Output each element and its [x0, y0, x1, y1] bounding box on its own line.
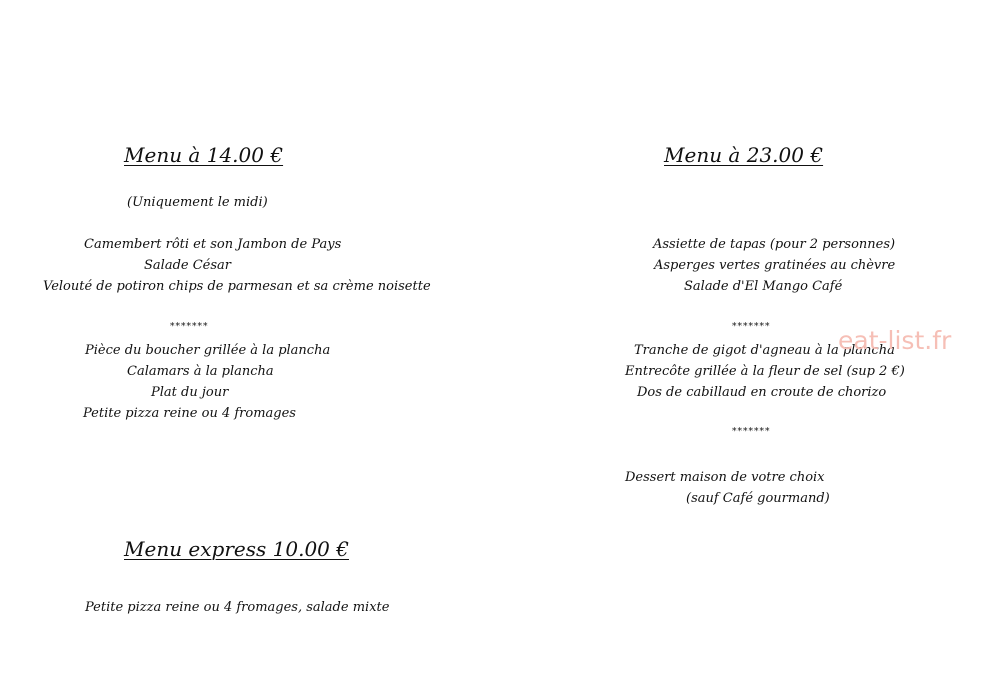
menu-14-title: Menu à 14.00 € — [124, 143, 284, 167]
menu-23-dessert: Dessert maison de votre choix — [625, 470, 825, 485]
menu-23-main: Entrecôte grillée à la fleur de sel (sup 2 €) — [625, 364, 905, 379]
menu-14-starter: Velouté de potiron chips de parmesan et sa crème noisette — [43, 279, 431, 294]
menu-14-starter: Salade César — [144, 258, 231, 273]
menu-express-title: Menu express 10.00 € — [124, 537, 349, 561]
menu-14-main: Pièce du boucher grillée à la plancha — [85, 343, 331, 358]
menu-23-main: Tranche de gigot d'agneau à la plancha — [634, 343, 895, 358]
watermark-logo: eat-list.fr — [838, 326, 952, 355]
menu-23-dessert: (sauf Café gourmand) — [686, 491, 830, 506]
menu-23-title: Menu à 23.00 € — [664, 143, 824, 167]
menu-14-main: Petite pizza reine ou 4 fromages — [83, 406, 296, 421]
menu-14-main: Calamars à la plancha — [127, 364, 274, 379]
menu-14-note: (Uniquement le midi) — [127, 195, 268, 210]
menu-23-main: Dos de cabillaud en croute de chorizo — [637, 385, 887, 400]
menu-14-separator: ******* — [170, 322, 209, 332]
menu-23-separator: ******* — [732, 322, 771, 332]
menu-23-separator: ******* — [732, 427, 771, 437]
menu-14-main: Plat du jour — [151, 385, 229, 400]
menu-23-starter: Salade d'El Mango Café — [684, 279, 843, 294]
menu-23-starter: Assiette de tapas (pour 2 personnes) — [653, 237, 896, 252]
menu-14-starter: Camembert rôti et son Jambon de Pays — [84, 237, 342, 252]
menu-express-item: Petite pizza reine ou 4 fromages, salade mixte — [85, 600, 390, 615]
menu-23-starter: Asperges vertes gratinées au chèvre — [654, 258, 896, 273]
